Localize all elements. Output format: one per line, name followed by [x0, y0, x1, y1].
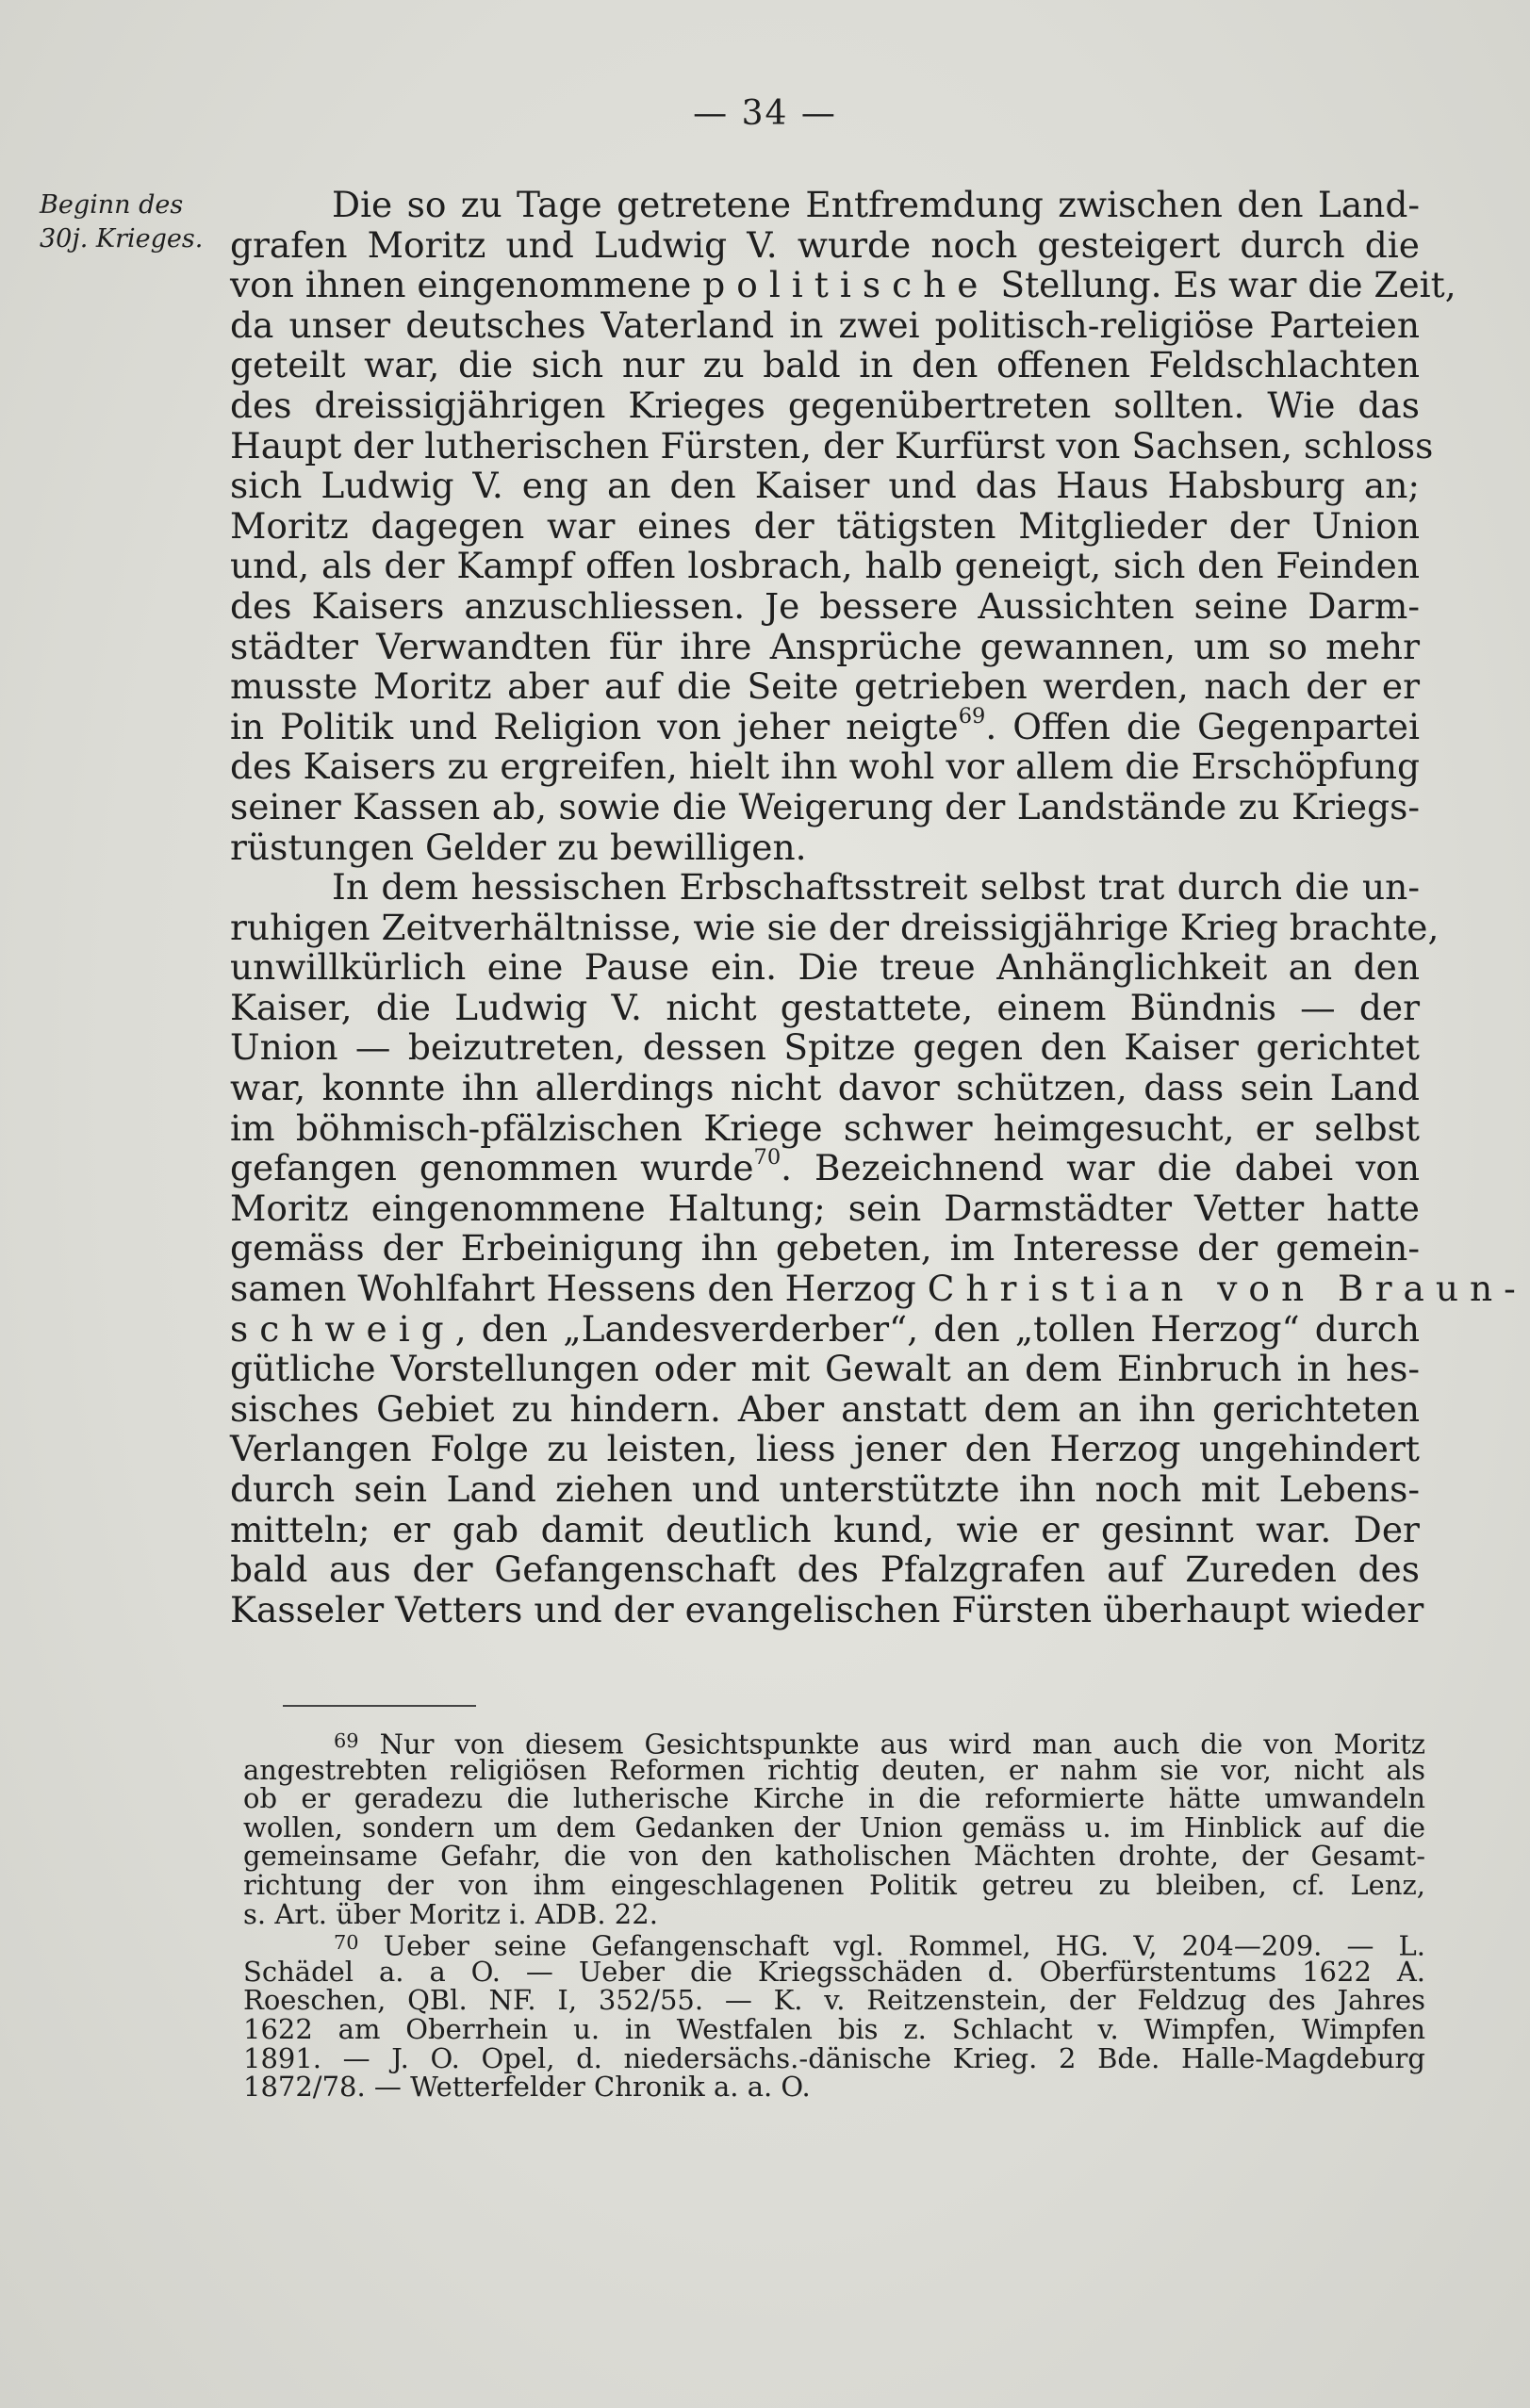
text-line	[230, 1145, 1420, 1189]
text-line: Kaiser, die Ludwig V. nicht gestattete, einem Bündnis — der	[230, 986, 1420, 1028]
text-line: Schädel a. a O. — Ueber die Kriegsschäden d. Oberfürstentums 1622 A.	[243, 1955, 1425, 1988]
spaced-emphasis: Christian von Braun-	[927, 1268, 1527, 1310]
text-line: wollen, sondern um dem Gedanken der Union gemäss u. im Hinblick auf die	[243, 1810, 1425, 1843]
text-line: grafen Moritz und Ludwig V. wurde noch gesteigert durch die	[230, 223, 1420, 266]
text-line: seiner Kassen ab, sowie die Weigerung der Landstände zu Kriegs-	[230, 785, 1420, 827]
text-line: unwillkürlich eine Pause ein. Die treue Anhänglichkeit an den	[230, 946, 1420, 989]
text-line: städter Verwandten für ihre Ansprüche gewannen, um so mehr	[230, 625, 1420, 667]
text-line: mitteln; er gab damit deutlich kund, wie er gesinnt war. Der	[230, 1508, 1420, 1550]
text-line	[230, 1309, 1420, 1350]
text-run: samen Wohlfahrt Hessens den Herzog	[230, 1268, 928, 1310]
footnote-separator	[283, 1705, 476, 1707]
text-line: da unser deutsches Vaterland in zwei politisch-religiöse Parteien	[230, 303, 1420, 346]
text-run: . Offen die Gegenpartei	[985, 705, 1420, 747]
footnote-reference: 70	[753, 1145, 781, 1171]
text-run: . Bezeichnend war die dabei von	[781, 1147, 1420, 1189]
text-line: 1891. — J. O. Opel, d. niedersächs.-dänische Krieg. 2 Bde. Halle-Magdeburg	[243, 2041, 1425, 2074]
text-line: Union — beizutreten, dessen Spitze gegen den Kaiser gerichtet	[230, 1026, 1420, 1069]
text-line: 1872/78. — Wetterfelder Chronik a. a. O.	[243, 2071, 811, 2104]
text-line: Moritz dagegen war eines der tätigsten Mitglieder der Union	[230, 504, 1420, 547]
text-line: Moritz eingenommene Haltung; sein Darmstädter Vetter hatte	[230, 1187, 1420, 1229]
text-line: Haupt der lutherischen Fürsten, der Kurfürst von Sachsen, schloss	[230, 424, 1434, 467]
text-line: sisches Gebiet zu hindern. Aber anstatt dem an ihn gerichteten	[230, 1387, 1420, 1430]
text-line: Die so zu Tage getretene Entfremdung zwischen den Land-	[332, 184, 1420, 225]
margin-note-line: Beginn des	[40, 190, 184, 220]
text-line: ruhigen Zeitverhältnisse, wie sie der dreissigjährige Krieg brachte,	[230, 906, 1440, 948]
text-line: und, als der Kampf offen losbrach, halb geneigt, sich den Feinden	[230, 545, 1420, 587]
text-line: musste Moritz aber auf die Seite getrieben werden, nach der er	[230, 665, 1420, 708]
text-line: gemäss der Erbeinigung ihn gebeten, im Interesse der gemein-	[230, 1227, 1420, 1270]
text-line: des dreissigjährigen Krieges gegenübertreten sollten. Wie das	[230, 384, 1420, 426]
text-run: , den „Landesverderber“, den „tollen Herzog“ durch	[454, 1307, 1420, 1350]
text-line: ob er geradezu die lutherische Kirche in die reformierte hätte umwandeln	[243, 1782, 1425, 1815]
footnote-reference: 69	[958, 703, 986, 729]
text-line: des Kaisers zu ergreifen, hielt ihn wohl vor allem die Erschöpfung	[230, 745, 1420, 788]
footnote-marker: 69	[334, 1729, 359, 1752]
text-line: geteilt war, die sich nur zu bald in den offenen Feldschlachten	[230, 344, 1420, 386]
text-run: gefangen genommen wurde	[230, 1147, 754, 1189]
text-line: Kasseler Vetters und der evangelischen Fürsten überhaupt wieder	[230, 1588, 1424, 1630]
margin-note-line: 30j. Krieges.	[40, 224, 204, 254]
text-line: s. Art. über Moritz i. ADB. 22.	[243, 1897, 658, 1930]
text-line: richtung der von ihm eingeschlagenen Politik getreu zu bleiben, cf. Lenz,	[243, 1868, 1425, 1901]
text-line: im böhmisch-pfälzischen Kriege schwer heimgesucht, er selbst	[230, 1106, 1420, 1149]
footnote-text: Ueber seine Gefangenschaft vgl. Rommel, HG. V, 204—209. — L.	[383, 1929, 1426, 1962]
text-line: 1622 am Oberrhein u. in Westfalen bis z. Schlacht v. Wimpfen, Wimpfen	[243, 2012, 1425, 2045]
text-line	[230, 264, 1456, 306]
page-number: — 34 —	[693, 94, 837, 133]
text-run: in Politik und Religion von jeher neigte	[230, 705, 959, 747]
text-line: durch sein Land ziehen und unterstützte ihn noch mit Lebens-	[230, 1468, 1420, 1510]
text-run: Stellung. Es war die Zeit,	[989, 264, 1456, 306]
body-text	[230, 184, 1527, 1630]
text-run: von ihnen eingenommene	[230, 264, 703, 306]
text-line: rüstungen Gelder zu bewilligen.	[230, 826, 807, 868]
text-line	[230, 1268, 1527, 1310]
spaced-emphasis: schweig	[230, 1307, 455, 1350]
footnotes	[243, 1727, 1425, 2102]
text-line	[243, 1928, 1426, 1962]
text-line	[230, 703, 1420, 747]
margin-note	[40, 188, 228, 256]
text-line: bald aus der Gefangenschaft des Pfalzgrafen auf Zureden des	[230, 1548, 1420, 1591]
text-line: war, konnte ihn allerdings nicht davor schützen, dass sein Land	[230, 1067, 1420, 1109]
footnote-text: Nur von diesem Gesichtspunkte aus wird man auch die von Moritz	[379, 1728, 1425, 1761]
text-line: In dem hessischen Erbschaftsstreit selbst trat durch die un-	[332, 866, 1420, 909]
text-line: angestrebten religiösen Reformen richtig deuten, er nahm sie vor, nicht als	[243, 1753, 1425, 1786]
footnote-marker: 70	[334, 1931, 359, 1955]
text-line: Verlangen Folge zu leisten, liess jener den Herzog ungehindert	[230, 1428, 1420, 1470]
text-line: sich Ludwig V. eng an den Kaiser und das Haus Habsburg an;	[230, 465, 1420, 507]
spaced-emphasis: politische	[702, 264, 990, 306]
text-line: gemeinsame Gefahr, die von den katholischen Mächten drohte, der Gesamt-	[243, 1840, 1425, 1873]
text-line: des Kaisers anzuschliessen. Je bessere Aussichten seine Darm-	[230, 584, 1420, 627]
text-line	[243, 1727, 1425, 1761]
text-line: gütliche Vorstellungen oder mit Gewalt an dem Einbruch in hes-	[230, 1348, 1420, 1390]
text-line: Roeschen, QBl. NF. I, 352/55. — K. v. Reitzenstein, der Feldzug des Jahres	[243, 1984, 1425, 2017]
